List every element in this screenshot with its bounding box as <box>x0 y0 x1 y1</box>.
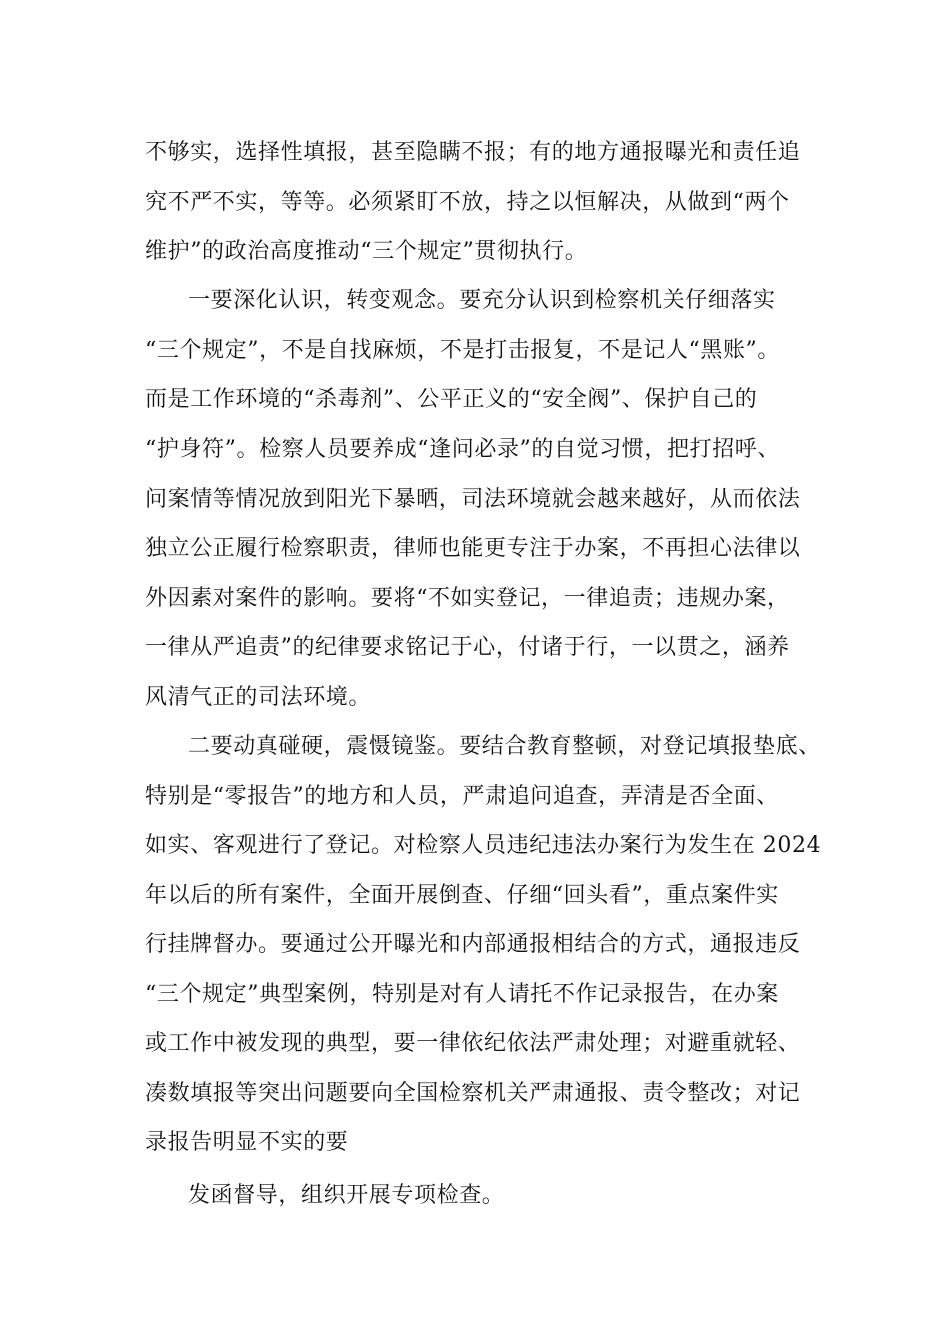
body-line: “三个规定”典型案例，特别是对有人请托不作记录报告，在办案 <box>145 982 779 1007</box>
body-line: 行挂牌督办。要通过公开曝光和内部通报相结合的方式，通报违反 <box>145 932 801 957</box>
paragraph-first-line: 一要深化认识，转变观念。要充分认识到检察机关仔细落实 <box>188 288 776 313</box>
body-line: 不够实，选择性填报，甚至隐瞒不报；有的地方通报曝光和责任追 <box>145 140 801 165</box>
body-line: 录报告明显不实的要 <box>145 1130 349 1155</box>
body-line: 风清气正的司法环境。 <box>145 685 372 710</box>
body-line: “护身符”。检察人员要养成“逢问必录”的自觉习惯，把打招呼、 <box>145 437 780 462</box>
paragraph-first-line: 二要动真碰硬，震慑镜鉴。要结合教育整顿，对登记填报垫底、 <box>188 734 821 759</box>
body-line: 特别是“零报告”的地方和人员，严肃追问追查，弄清是否全面、 <box>145 784 779 809</box>
body-line: 问案情等情况放到阳光下暴晒，司法环境就会越来越好，从而依法 <box>145 487 801 512</box>
body-line: 外因素对案件的影响。要将“不如实登记，一律追责；违规办案， <box>145 586 790 611</box>
body-line: 凑数填报等突出问题要向全国检察机关严肃通报、责令整改；对记 <box>145 1081 801 1106</box>
body-line: 如实、客观进行了登记。对检察人员违纪违法办案行为发生在 2024 <box>145 833 822 858</box>
body-line: 究不严不实，等等。必须紧盯不放，持之以恒解决，从做到“两个 <box>145 190 790 215</box>
body-line: 独立公正履行检察职责，律师也能更专注于办案，不再担心法律以 <box>145 536 801 561</box>
body-line: “三个规定”，不是自找麻烦，不是打击报复，不是记人“黑账”。 <box>145 338 780 363</box>
body-line: 而是工作环境的“杀毒剂”、公平正义的“安全阀”、保护自己的 <box>145 387 758 412</box>
body-line: 维护”的政治高度推动“三个规定”贯彻执行。 <box>145 239 588 264</box>
body-line: 或工作中被发现的典型，要一律依纪依法严肃处理；对避重就轻、 <box>145 1031 801 1056</box>
body-line: 年以后的所有案件，全面开展倒查、仔细“回头看”，重点案件实 <box>145 883 779 908</box>
body-line: 一律从严追责”的纪律要求铭记于心，付诸于行，一以贯之，涵养 <box>145 635 790 660</box>
paragraph-first-line: 发函督导，组织开展专项检查。 <box>188 1183 505 1208</box>
